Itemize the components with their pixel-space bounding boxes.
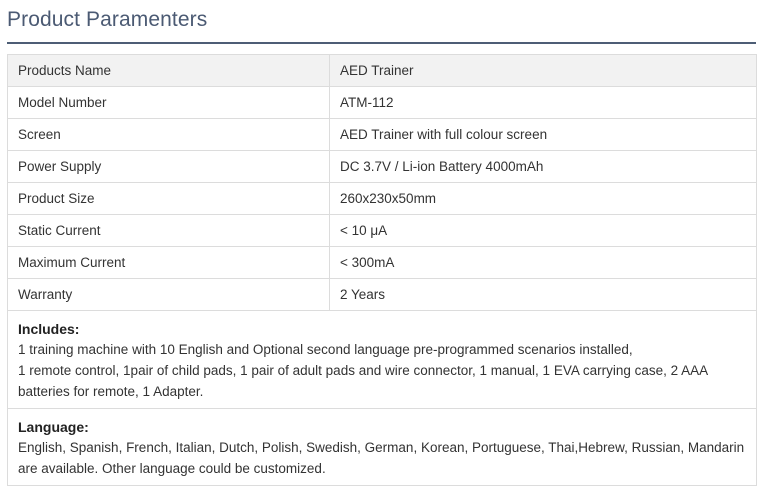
language-row [8, 409, 757, 486]
table-row [8, 87, 757, 119]
includes-title: Includes: [18, 321, 80, 337]
page-title: Product Paramenters [7, 8, 208, 31]
param-value: 2 Years [330, 279, 757, 311]
param-value: ATM-112 [330, 87, 757, 119]
table-row [8, 183, 757, 215]
table-row [8, 151, 757, 183]
language-title: Language: [18, 419, 89, 435]
language-cell [8, 409, 757, 486]
includes-line: 1 training machine with 10 English and Optional second language pre-programmed scenarios installed, [18, 342, 633, 357]
table-row [8, 247, 757, 279]
table-row [8, 119, 757, 151]
param-name: Screen [8, 119, 330, 151]
table-row [8, 215, 757, 247]
param-value: < 300mA [330, 247, 757, 279]
param-name: Product Size [8, 183, 330, 215]
param-name: Warranty [8, 279, 330, 311]
param-name: Static Current [8, 215, 330, 247]
param-value: DC 3.7V / Li-ion Battery 4000mAh [330, 151, 757, 183]
table-row [8, 55, 757, 87]
table-row [8, 279, 757, 311]
title-divider [7, 42, 756, 44]
param-name: Power Supply [8, 151, 330, 183]
includes-line: 1 remote control, 1pair of child pads, 1 pair of adult pads and wire connector, 1 manual, 1 EVA carrying case, 2 AAA batteries for remote, 1 Adapter. [18, 363, 708, 399]
param-name: Maximum Current [8, 247, 330, 279]
param-name: Model Number [8, 87, 330, 119]
includes-cell [8, 311, 757, 409]
param-value: AED Trainer with full colour screen [330, 119, 757, 151]
param-value: 260x230x50mm [330, 183, 757, 215]
language-text: English, Spanish, French, Italian, Dutch, Polish, Swedish, German, Korean, Portuguese, Thai,Hebrew, Russian, Mandarin are available. Other language could be customized. [18, 440, 745, 476]
param-value: AED Trainer [330, 55, 757, 87]
parameters-table [7, 54, 757, 486]
param-name: Products Name [8, 55, 330, 87]
includes-row [8, 311, 757, 409]
param-value: < 10 μA [330, 215, 757, 247]
